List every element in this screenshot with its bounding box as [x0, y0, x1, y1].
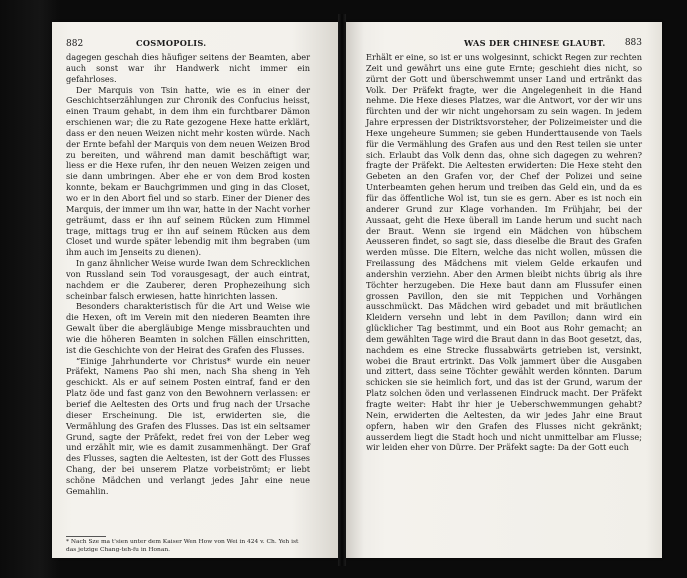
left-page-number: 882 [66, 39, 84, 49]
right-page-number: 883 [624, 38, 642, 48]
paragraph: Erhält er eine, so ist er uns wolgesinnt, schickt Regen zur rechten Zeit und gewährt uns eine gute Ernte; geschieht dies nicht, so zürnt der Gott und überschwemmt unser Land und ertränkt das Volk. Der Präfekt fragte, wer die Angelegenheit in die Hand nehme. Die Hexe dieses Platzes, war die Antwort, vor der wir uns fürchten und der wir nicht ungehorsam zu sein wagen. In jedem Jahre erpressen der Distriktsvorsteher, der Polizeimeister und die Hexe ungeheure Summen; sie geben Hunderttausende von Taels für die Vermählung des Grafen aus und den Rest teilen sie unter sich. Erlaubt das Volk denn das, ohne sich dagegen zu wehren? fragte der Präfekt. Die Aeltesten erwiderten: Die Hexe steht den Gebeten an den Grafen vor, der Chef der Polizei und seine Unterbeamten gehen herum und treiben das Geld ein, und da es für das öffentliche Wol ist, tun sie es gern. Aber es ist noch ein anderer Grund zur Klage vorhanden. Im Frühjahr, bei der Aussaat, geht die Hexe überall im Lande herum und sucht nach der Braut. Wenn sie irgend ein Mädchen von hübschem Aeusseren findet, so sagt sie, dass dieselbe die Braut des Grafen werden müsse. Die Eltern, welche das nicht wollen, müssen die Freilassung des Mädchens mit vielem Gelde erkaufen und andershin verziehn. Aber den Armen bleibt nichts übrig als ihre Töchter herzugeben. Die Hexe baut dann am Flussufer einen grossen Pavillon, den sie mit Teppichen und Vorhängen ausschmückt. Das Mädchen wird gebadet und mit bräutlichen Kleidern versehn und lebt in dem Pavillon; dann wird ein glücklicher Tag bestimmt, und ein Boot aus Rohr gemacht; an dem gewählten Tage wird die Braut dann in das Boot gesetzt, das, nachdem es eine Strecke flussabwärts getrieben ist, versinkt, wobei die Braut ertrinkt. Das Volk jammert über die Ausgaben und zittert, dass seine Töchter gewählt werden könnten. Darum schicken sie sie heimlich fort, und das ist der Grund, warum der Platz solchen öden und verlassenen Eindruck macht. Der Präfekt fragte weiter: Habt ihr hier je Ueberschwemmungen gehabt? Nein, erwiderten die Aeltesten, da wir jedes Jahr eine Braut opfern, haben wir den Grafen des Flusses nicht gekränkt; ausserdem liegt die Stadt hoch und nicht unmittelbar am Flusse; wir leiden eher von Dürre. Der Präfekt sagte: Da der Gott euch [366, 52, 643, 453]
left-running-title: COSMOPOLIS. [136, 38, 207, 48]
left-page-body [66, 52, 310, 497]
right-page-body [366, 52, 642, 453]
book-gutter [338, 14, 346, 566]
footnote-rule [66, 536, 106, 537]
paragraph: dagegen geschah dies häufiger seitens der Beamten, aber auch sonst war ihr Handwerk nicht immer ein gefahrloses. [66, 52, 310, 84]
right-running-title: WAS DER CHINESE GLAUBT. [464, 38, 606, 48]
paragraph: In ganz ähnlicher Weise wurde Iwan dem Schrecklichen von Russland sein Tod vorausgesagt, der auch eintrat, nachdem er die Zauberer, deren Prophezeihung sich scheinbar falsch erwiesen, hatte hinrichten lassen. [66, 258, 310, 301]
footnote: * Nach Sze ma t'sien unter dem Kaiser Wen How von Wei in 424 v. Ch. Yeh ist das jetzige Chang-teh-fu in Honan. [66, 539, 299, 553]
paragraph: “Einige Jahrhunderte vor Christus* wurde ein neuer Präfekt, Namens Pao shi men, nach Sha sheng in Yeh geschickt. Als er auf seinem Posten eintraf, fand er den Platz öde und fast ganz von den Bewohnern verlassen: er berief die Aeltesten des Orts und frug nach der Ursache dieser Erscheinung. Die ist, erwiderten sie, die Vermählung des Grafen des Flusses. Das ist ein seltsamer Grund, sagte der Präfekt, redet frei von der Leber weg und erzählt mir, wie es damit zusammenhängt. Der Graf des Flusses, sagten die Aeltesten, ist der Gott des Flusses Chang, der bei unserem Platze vorbeiströmt; er liebt schöne Mädchen und verlangt jedes Jahr eine neue Gemahlin. [66, 355, 310, 496]
paragraph: Besonders charakteristisch für die Art und Weise wie die Hexen, oft im Verein mit den niederen Beamten ihre Gewalt über die abergläubige Menge missbrauchten und wie die höheren Beamten in solchen Fällen einschritten, ist die Geschichte von der Heirat des Grafen des Flusses. [66, 301, 310, 355]
paragraph: Der Marquis von Tsin hatte, wie es in einer der Geschichtserzählungen zur Chronik des Confucius heisst, einen Traum gehabt, in dem ihm ein furchtbarer Dämon erschienen war; die zu Rate gezogene Hexe hatte erklärt, dass er den neuen Weizen nicht mehr kosten würde. Nach der Ernte befahl der Marquis von dem neuen Weizen Brod zu bereiten, und während man damit beschäftigt war, liess er die Hexe rufen, ihr den neuen Weizen zeigen und sie dann umbringen. Aber ehe er von dem Brod kosten konnte, bekam er Bauchgrimmen und ging in das Closet, wo er in den Abort fiel und so starb. Einer der Diener des Marquis, der immer um ihn war, hatte in der Nacht vorher geträumt, dass er ihn auf seinem Rücken zum Himmel trage, mittags trug er ihn auf seinem Rücken aus dem Closet und wurde später lebendig mit ihm begraben (um ihm auch im Jenseits zu dienen). [66, 84, 310, 258]
left-page-header [66, 38, 318, 49]
